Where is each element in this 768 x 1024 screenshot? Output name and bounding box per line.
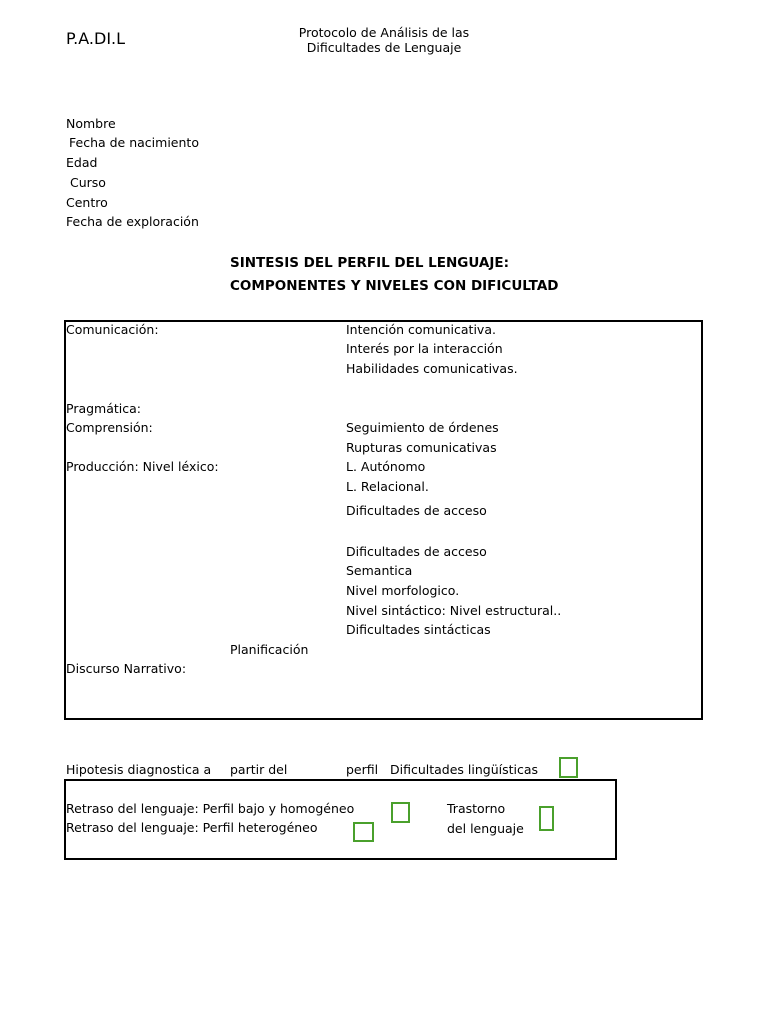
item-l-autonomo: L. Autónomo xyxy=(346,459,426,474)
hypothesis-part-3: perfil xyxy=(346,762,379,777)
field-centro: Centro xyxy=(66,195,108,210)
retraso-heterogeneo-checkbox[interactable] xyxy=(353,822,374,842)
title-line-2: Dificultades de Lenguaje xyxy=(306,40,462,55)
field-edad: Edad xyxy=(66,155,98,170)
item-dificultades-acceso-2: Dificultades de acceso xyxy=(346,544,487,559)
hypothesis-part-2: partir del xyxy=(230,762,288,777)
field-fecha-exploracion: Fecha de exploración xyxy=(66,214,199,229)
item-semantica: Semantica xyxy=(346,563,413,578)
synthesis-heading-1: SINTESIS DEL PERFIL DEL LENGUAJE: xyxy=(230,255,510,271)
item-habilidades: Habilidades comunicativas. xyxy=(346,361,518,376)
hypothesis-part-4: Dificultades lingüísticas xyxy=(390,762,539,777)
item-dificultades-acceso-1: Dificultades de acceso xyxy=(346,503,487,518)
item-l-relacional: L. Relacional. xyxy=(346,479,429,494)
dificultades-linguisticas-checkbox[interactable] xyxy=(559,757,578,778)
item-rupturas: Rupturas comunicativas xyxy=(346,440,497,455)
retraso-heterogeneo-label: Retraso del lenguaje: Perfil heterogéneo xyxy=(66,820,318,835)
retraso-bajo-checkbox[interactable] xyxy=(391,802,410,823)
retraso-bajo-label: Retraso del lenguaje: Perfil bajo y homogéneo xyxy=(66,801,355,816)
field-nombre: Nombre xyxy=(66,116,116,131)
item-nivel-sintactico: Nivel sintáctico: Nivel estructural.. xyxy=(346,603,562,618)
trastorno-checkbox[interactable] xyxy=(539,806,554,831)
field-fecha-nacimiento: Fecha de nacimiento xyxy=(69,135,199,150)
label-planificacion: Planificación xyxy=(230,642,309,657)
document-title xyxy=(264,25,504,55)
components-box xyxy=(64,320,703,720)
logo-text: P.A.DI.L xyxy=(66,29,126,48)
trastorno-label-2: del lenguaje xyxy=(447,821,524,836)
item-interes: Interés por la interacción xyxy=(346,341,503,356)
item-nivel-morfologico: Nivel morfologico. xyxy=(346,583,460,598)
label-pragmatica: Pragmática: xyxy=(66,401,142,416)
item-dificultades-sintacticas: Dificultades sintácticas xyxy=(346,622,491,637)
field-curso: Curso xyxy=(70,175,106,190)
title-line-1: Protocolo de Análisis de las xyxy=(298,25,470,40)
hypothesis-part-1: Hipotesis diagnostica a xyxy=(66,762,212,777)
label-comunicacion: Comunicación: xyxy=(66,322,159,337)
label-discurso-narrativo: Discurso Narrativo: xyxy=(66,661,187,676)
label-comprension: Comprensión: xyxy=(66,420,153,435)
item-seguimiento: Seguimiento de órdenes xyxy=(346,420,499,435)
synthesis-heading-2: COMPONENTES Y NIVELES CON DIFICULTAD xyxy=(230,278,559,294)
trastorno-label-1: Trastorno xyxy=(447,801,506,816)
label-produccion: Producción: Nivel léxico: xyxy=(66,459,219,474)
item-intencion: Intención comunicativa. xyxy=(346,322,496,337)
